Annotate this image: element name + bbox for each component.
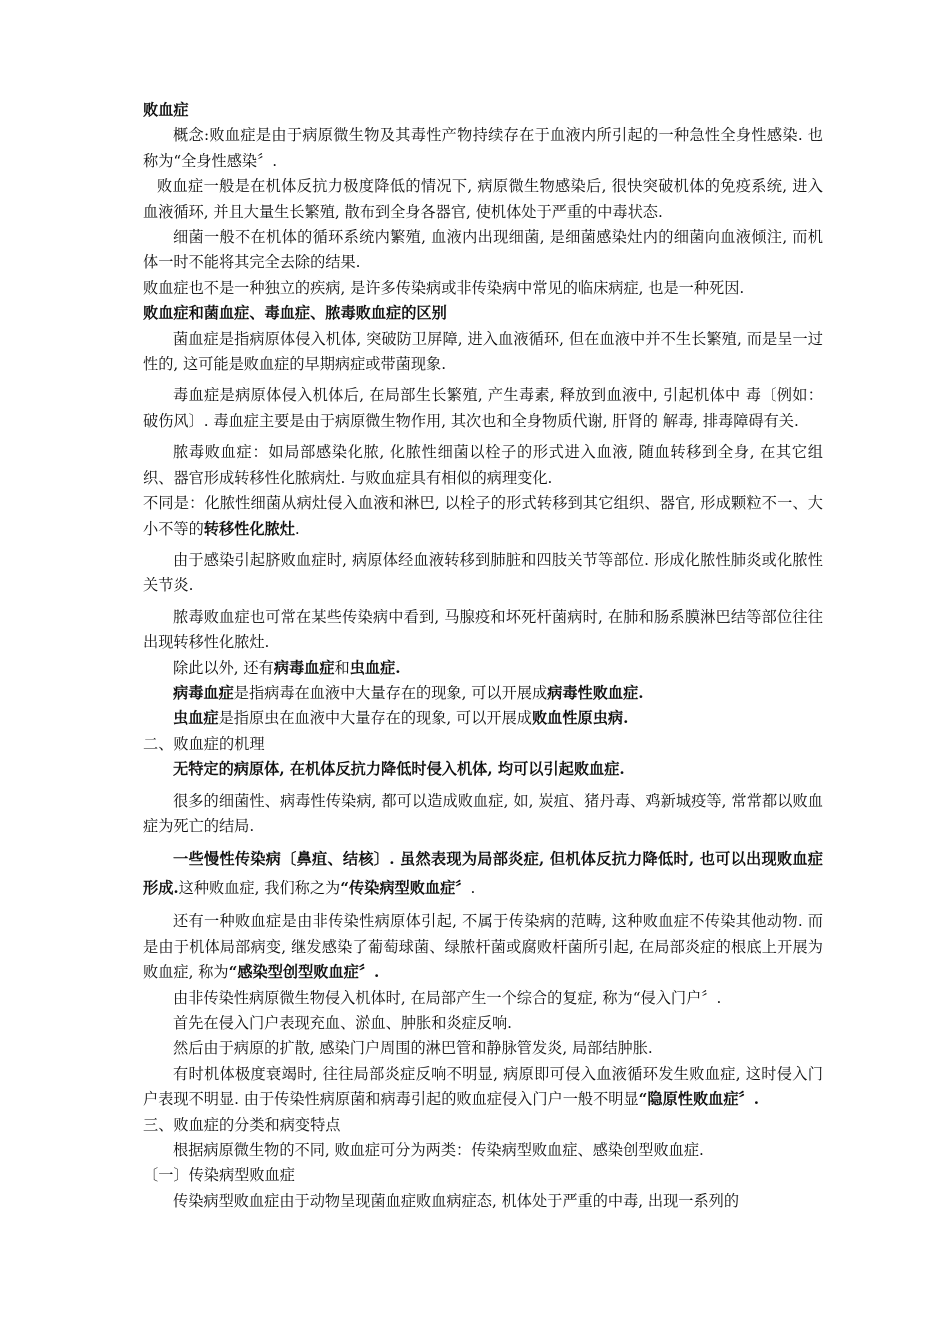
paragraph-bacteria: 细菌一般不在机体的循环系统内繁殖, 血液内出现细菌, 是细菌感染灶内的细菌向血液倾注, 而机体一时不能将其完全去除的结果. <box>143 228 823 272</box>
doc-title: 败血症 <box>143 101 189 119</box>
emphasis-span: 虫血症 <box>349 658 396 677</box>
paragraph-pyosepticemia-diseases: 脓毒败血症也可常在某些传染病中看到, 马腺疫和坏死杆菌病时, 在肺和肠系膜淋巴结等部位往往出现转移性化脓灶. <box>143 607 823 652</box>
paragraph-then: 然后由于病原的扩散, 感染门户周围的淋巴管和静脉管发炎, 局部结肿胀. <box>173 1039 653 1058</box>
text-span: 和 <box>334 658 350 677</box>
text-span: 是指病毒在血液中大量存在的现象, 可以开展成 <box>233 683 548 702</box>
emphasis-span: “隐原性败血症〞. <box>638 1090 759 1109</box>
paragraph-pyosepticemia: 脓毒败血症：如局部感染化脓, 化脓性细菌以栓子的形式进入血液, 随血转移到全身, 在其它组织、器官形成转移性化脓病灶. 与败血症具有相似的病理变化. <box>143 443 823 487</box>
emphasis-span: 虫血症 <box>173 709 219 728</box>
paragraph-toxemia: 毒血症是病原体侵入机体后, 在局部生长繁殖, 产生毒素, 释放到血液中, 引起机体中 毒〔例如：破伤风〕. 毒血症主要是由于病原微生物作用, 其次也和全身物质代谢, 肝肾的 解毒, 排毒障碍有关. <box>143 386 823 430</box>
paragraph-general: 败血症一般是在机体反抗力极度降低的情况下, 病原微生物感染后, 很快突破机体的免疫系统, 进入血液循环, 并且大量生长繁殖, 散布到全身各器官, 使机体处于严重的中毒状态. <box>143 177 823 221</box>
emphasis-span: 转移性化脓灶 <box>203 519 295 538</box>
paragraph-besides <box>143 656 823 681</box>
paragraph-chronic <box>143 845 823 903</box>
emphasis-span: 败血性原虫病 <box>531 709 624 728</box>
paragraph-not-disease: 败血症也不是一种独立的疾病, 是许多传染病或非传染病中常见的临床病症, 也是一种死因. <box>143 278 745 297</box>
paragraph-cryptogenic <box>143 1062 823 1113</box>
text-span: 这种败血症, 我们称之为 <box>178 879 341 898</box>
heading-mechanism: 二、败血症的机理 <box>143 734 265 753</box>
emphasis-span: “传染病型败血症〞 <box>340 879 471 898</box>
paragraph-infectious-type: 传染病型败血症由于动物呈现菌血症败血病症态, 机体处于严重的中毒, 出现一系列的 <box>173 1191 740 1210</box>
emphasis-span: 病毒血症 <box>273 658 335 677</box>
paragraph-parasitemia <box>143 706 823 731</box>
paragraph-two-types: 根据病原微生物的不同, 败血症可分为两类：传染病型败血症、感染创型败血症. <box>173 1141 704 1160</box>
text-span: 除此以外, 还有 <box>173 658 274 677</box>
heading-infectious-type: 〔一〕传染病型败血症 <box>143 1166 295 1185</box>
heading-classification: 三、败血症的分类和病变特点 <box>143 1115 341 1134</box>
text-span: . <box>470 879 476 898</box>
emphasis-span: 病毒血症 <box>173 683 234 702</box>
paragraph-umbilical: 由于感染引起脐败血症时, 病原体经血液转移到肺脏和四肢关节等部位. 形成化脓性肺炎或化脓性关节炎. <box>143 550 823 595</box>
paragraph-portal: 由非传染性病原微生物侵入机体时, 在局部产生一个综合的复症, 称为“侵入门户〞. <box>173 988 722 1007</box>
heading-difference: 败血症和菌血症、毒血症、脓毒败血症的区别 <box>143 304 447 323</box>
text-span: 是指原虫在血液中大量存在的现象, 可以开展成 <box>218 709 532 728</box>
text-span: . <box>638 683 644 702</box>
text-span: 还有一种败血症是由非传染性病原体引起, 不属于传染病的范畴, 这种败血症不传染其他动物. 而是由于机体局部病变, 继发感染了葡萄球菌、绿脓杆菌或腐败杆菌所引起, 在局部炎症的根底上开展为败血症, 称为 <box>143 912 823 982</box>
paragraph-bacteremia: 菌血症是指病原体侵入机体, 突破防卫屏障, 进入血液循环, 但在血液中并不生长繁殖, 而是呈一过性的, 这可能是败血症的早期病症或带菌现象. <box>143 329 823 374</box>
paragraph-viremia <box>143 681 823 706</box>
emphasis-span: “感染型创型败血症〞. <box>228 963 380 982</box>
paragraph-noninfectious <box>143 909 823 985</box>
paragraph-concept: 概念:败血症是由于病原微生物及其毒性产物持续存在于血液内所引起的一种急性全身性感染. 也称为“全身性感染〞. <box>143 126 823 170</box>
paragraph-difference <box>143 491 823 542</box>
emphasis-span: 一些慢性传染病〔鼻疽、结核〕. 虽然表现为局部炎症, 但机体反抗力降低时, 也可以出现败血症形成. <box>143 850 823 898</box>
text-span: . <box>294 519 300 538</box>
text-span: . <box>623 709 629 728</box>
text-span: . <box>395 658 401 677</box>
text-span: 有时机体极度衰竭时, 往往局部炎症反响不明显, 病原即可侵入血液循环发生败血症, 这时侵入门户表现不明显. 由于传染性病原菌和病毒引起的败血症侵入门户一般不明显 <box>143 1064 823 1109</box>
emphasis-span: 病毒性败血症 <box>547 683 639 702</box>
paragraph-many-diseases: 很多的细菌性、病毒性传染病, 都可以造成败血症, 如, 炭疽、猪丹毒、鸡新城疫等, 常常都以败血症为死亡的结局. <box>143 791 823 835</box>
text-span: 不同是：化脓性细菌从病灶侵入血液和淋巴, 以栓子的形式转移到其它组织、器官, 形成颗粒不一、大小不等的 <box>143 494 823 538</box>
paragraph-no-specific: 无特定的病原体, 在机体反抗力降低时侵入机体, 均可以引起败血症. <box>173 760 625 779</box>
paragraph-first: 首先在侵入门户表现充血、淤血、肿胀和炎症反响. <box>173 1014 512 1032</box>
document-page <box>143 98 823 1214</box>
